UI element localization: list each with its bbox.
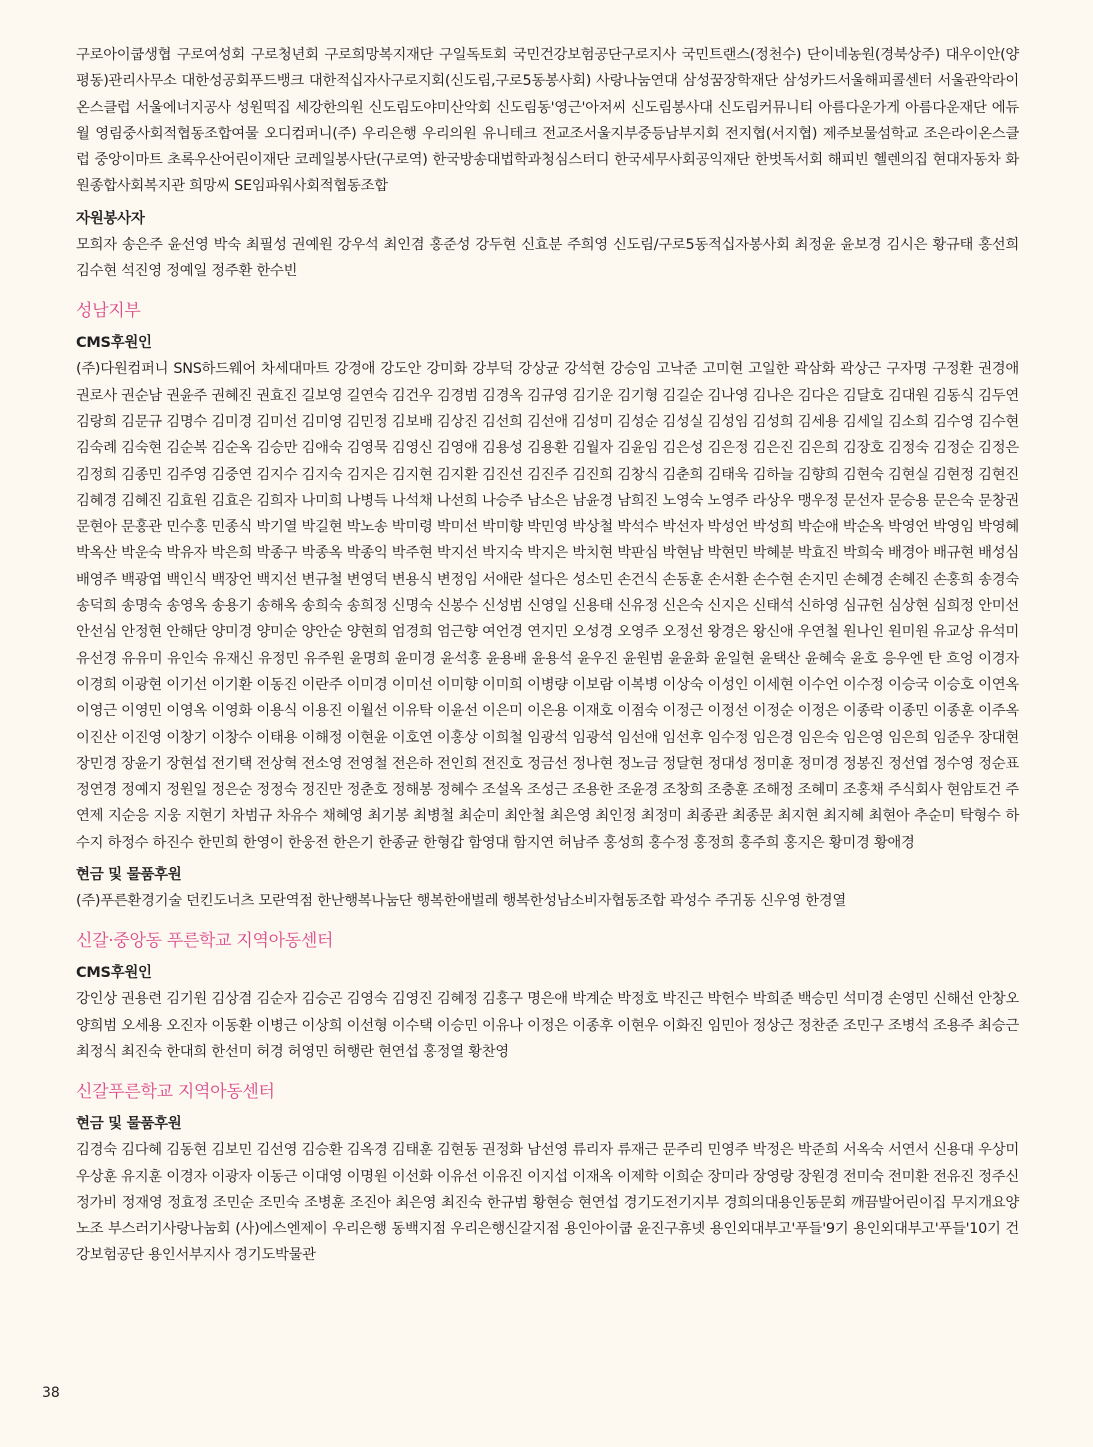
section-title-singal-jungang: 신갈·중앙동 푸른학교 지역아동센터 [76, 931, 334, 952]
volunteers-heading: 자원봉사자 [76, 210, 145, 227]
cash-heading-singal: 현금 및 물품후원 [76, 1116, 182, 1133]
cms-heading-singal-jungang: CMS후원인 [76, 965, 152, 982]
cash-list-singal: 김경숙 김다혜 김동현 김보민 김선영 김승환 김옥경 김태훈 김현동 권정화 남선영 류리자 류재근 문주리 민영주 박정은 박준희 서옥숙 서연서 신용대 우상미 우상훈 유지훈 이경자 이광자 이동근 이대영 이명원 이선화 이유선 이유진 이지섭 이재옥 이제학 이희순 장미라 장영랑 장원경 전미숙 전미환 전유진 정주신 정가비 정재영 정효정 조민순 조민숙 조병훈 조진아 최은영 최진숙 한규범 황현승 현연섭 경기도전기지부 경희의대용인동문회 깨끔발어린이집 무지개요양노조 부스러기사랑나눔회 (사)에스엔제이 우리은행 동백지점 우리은행신갈지점 용인아이쿱 윤진구휴넷 용인외대부고'푸들'9기 용인외대부고'푸들'10기 건강보험공단 용인서부지사 경기도박물관 [76, 1142, 1019, 1264]
cms-list-singal-jungang: 강인상 권용련 김기원 김상겸 김순자 김승곤 김영숙 김영진 김혜정 김홍구 명은애 박계순 박정호 박진근 박헌수 박희준 백승민 석미경 손영민 신해선 안창오 양희범 오세용 오진자 이동환 이병근 이상희 이선형 이수택 이승민 이유나 이정은 이종후 이현우 이화진 임민아 정상근 정찬준 조민구 조병석 조용주 최승근 최정식 최진숙 한대희 한선미 허경 허영민 허행란 현연섭 홍정열 황찬영 [76, 991, 1019, 1060]
cash-heading-seongnam: 현금 및 물품후원 [76, 867, 182, 884]
cms-list-seongnam: (주)다원컴퍼니 SNS하드웨어 차세대마트 강경애 강도안 강미화 강부덕 강상균 강석현 강승임 고낙준 고미현 고일한 곽삼화 곽상근 구자명 구정환 권경애 권로사 권순남 권윤주 권혜진 권효진 길보영 길연숙 김건우 김경범 김경옥 김규영 김기운 김기형 김길순 김나영 김나은 김다은 김달호 김대원 김동식 김두연 김랑희 김문규 김명수 김미경 김미선 김미영 김민정 김보배 김상진 김선희 김선애 김성미 김성순 김성실 김성임 김성희 김세용 김세일 김소희 김수영 김수현 김숙례 김숙현 김순복 김순옥 김승만 김애숙 김영묵 김영신 김영애 김용성 김용환 김월자 김윤임 김은성 김은정 김은진 김은희 김장호 김정숙 김정순 김정은 김정희 김종민 김주영 김중연 김지수 김지숙 김지은 김지현 김지환 김진선 김진주 김진희 김창식 김춘희 김태욱 김하늘 김향희 김현숙 김현실 김현정 김현진 김혜경 김혜진 김효원 김효은 김희자 나미희 나병득 나석채 나선희 나승주 남소은 남윤경 남희진 노영숙 노영주 라상우 맹우정 문선자 문승용 문은숙 문창권 문현아 문홍관 민수홍 민종식 박기열 박길현 박노송 박미령 박미선 박미향 박민영 박상철 박석수 박선자 박성언 박성희 박순애 박순옥 박영언 박영임 박영혜 박옥산 박운숙 박유자 박은희 박종구 박종옥 박종익 박주현 박지선 박지숙 박지은 박치현 박판심 박현남 박현민 박혜분 박효진 박희숙 배경아 배규현 배성심 배영주 백광엽 백인식 백장언 백지선 변규철 변영덕 변용식 변정임 서애란 설다은 성소민 손건식 손동훈 손서환 손수현 손지민 손혜경 손혜진 손홍희 송경숙 송덕희 송명숙 송영옥 송용기 송해옥 송희숙 송희정 신명숙 신봉수 신성범 신영일 신용태 신유정 신은숙 신지은 신태석 신하영 심규헌 심상현 심희정 안미선 안선심 안정현 안해단 양미경 양미순 양안순 양현희 엄경희 엄근향 여언경 연지민 오성경 오영주 오정선 왕경은 왕신애 우연철 원나인 원미원 유교상 유석미 유선경 유유미 유인숙 유재신 유정민 유주원 윤명희 윤미경 윤석홍 윤용배 윤용석 윤우진 윤원범 윤윤화 윤일현 윤택산 윤혜숙 윤호 응우엔 탄 흐엉 이경자 이경희 이광현 이기선 이기환 이동진 이란주 이미경 이미선 이미향 이미희 이병량 이보람 이복병 이상숙 이성인 이세현 이수언 이수정 이승국 이승호 이연옥 이영근 이영민 이영옥 이영화 이용식 이용진 이월선 이유탁 이윤선 이은미 이은용 이재호 이점숙 이정근 이정선 이정순 이정은 이종락 이종민 이종훈 이주옥 이진산 이진영 이창기 이창수 이태용 이해정 이현윤 이호연 이홍상 이희철 임광석 임광석 임선애 임선후 임수정 임은경 임은숙 임은영 임은희 임준우 장대현 장민경 장윤기 장현섭 전기택 전상혁 전소영 전영철 전은하 전인희 전진호 정금선 정나현 정노금 정달현 정대성 정미훈 정미경 정봉진 정선엽 정수영 정순표 정연경 정예지 정원일 정은순 정정숙 정진만 정춘호 정해봉 정혜수 조설옥 조성근 조용한 조윤경 조창희 조충훈 조해정 조혜미 조홍채 주식회사 현암토건 주연제 지순응 지웅 지현기 차범규 차유수 채혜영 최기봉 최병철 최순미 최안철 최은영 최인정 최정미 최종관 최종문 최지현 최지혜 최현아 추순미 탁형수 하수지 하정수 하진수 한민희 한영이 한웅전 한은기 한종균 한형갑 함영대 함지연 허남주 홍성희 홍수정 홍정희 홍주희 홍지은 황미경 황애경 [76, 361, 1019, 851]
cms-heading-seongnam: CMS후원인 [76, 335, 152, 352]
section-title-singal: 신갈푸른학교 지역아동센터 [76, 1082, 275, 1103]
page-number: 38 [42, 1385, 60, 1401]
donor-list-content [76, 42, 1019, 1269]
volunteers-list: 모희자 송은주 윤선영 박숙 최필성 권예원 강우석 최인겸 홍준성 강두현 신효분 주희영 신도림/구로5동적십자봉사회 최정윤 윤보경 김시은 황규태 홍선희 김수현 석진영 정예일 정주환 한수빈 [76, 236, 1019, 280]
section-title-seongnam: 성남지부 [76, 301, 141, 322]
cash-list-seongnam: (주)푸른환경기술 던킨도너츠 모란역점 한난행복나눔단 행복한애벌레 행복한성남소비자협동조합 곽성수 주귀동 신우영 한경열 [76, 893, 846, 910]
org-sponsor-list: 구로아이쿱생협 구로여성회 구로청년회 구로희망복지재단 구일독토회 국민건강보험공단구로지사 국민트랜스(정천수) 단이네농원(경북상주) 대우이안(양평동)관리사무소 대한성공회푸드뱅크 대한적십자사구로지회(신도림,구로5동봉사회) 사랑나눔연대 삼성꿈장학재단 삼성카드서울해피콜센터 서울관악라이온스클럽 서울에너지공사 성원떡집 세강한의원 신도림도야미산악회 신도림동'영근'아저씨 신도림봉사대 신도림커뮤니티 아름다운가게 아름다운재단 에듀월 영림중사회적협동조합여물 오디컴퍼니(주) 우리은행 우리의원 유니테크 전교조서울지부중등남부지회 전지협(서지협) 제주보물섬학교 조은라이온스클럽 중앙이마트 초록우산어린이재단 코레일봉사단(구로역) 한국방송대법학과청심스터디 한국세무사회공익재단 한벗독서회 해피빈 헬렌의집 현대자동차 화원종합사회복지관 희망씨 SE임파워사회적협동조합 [76, 47, 1019, 195]
